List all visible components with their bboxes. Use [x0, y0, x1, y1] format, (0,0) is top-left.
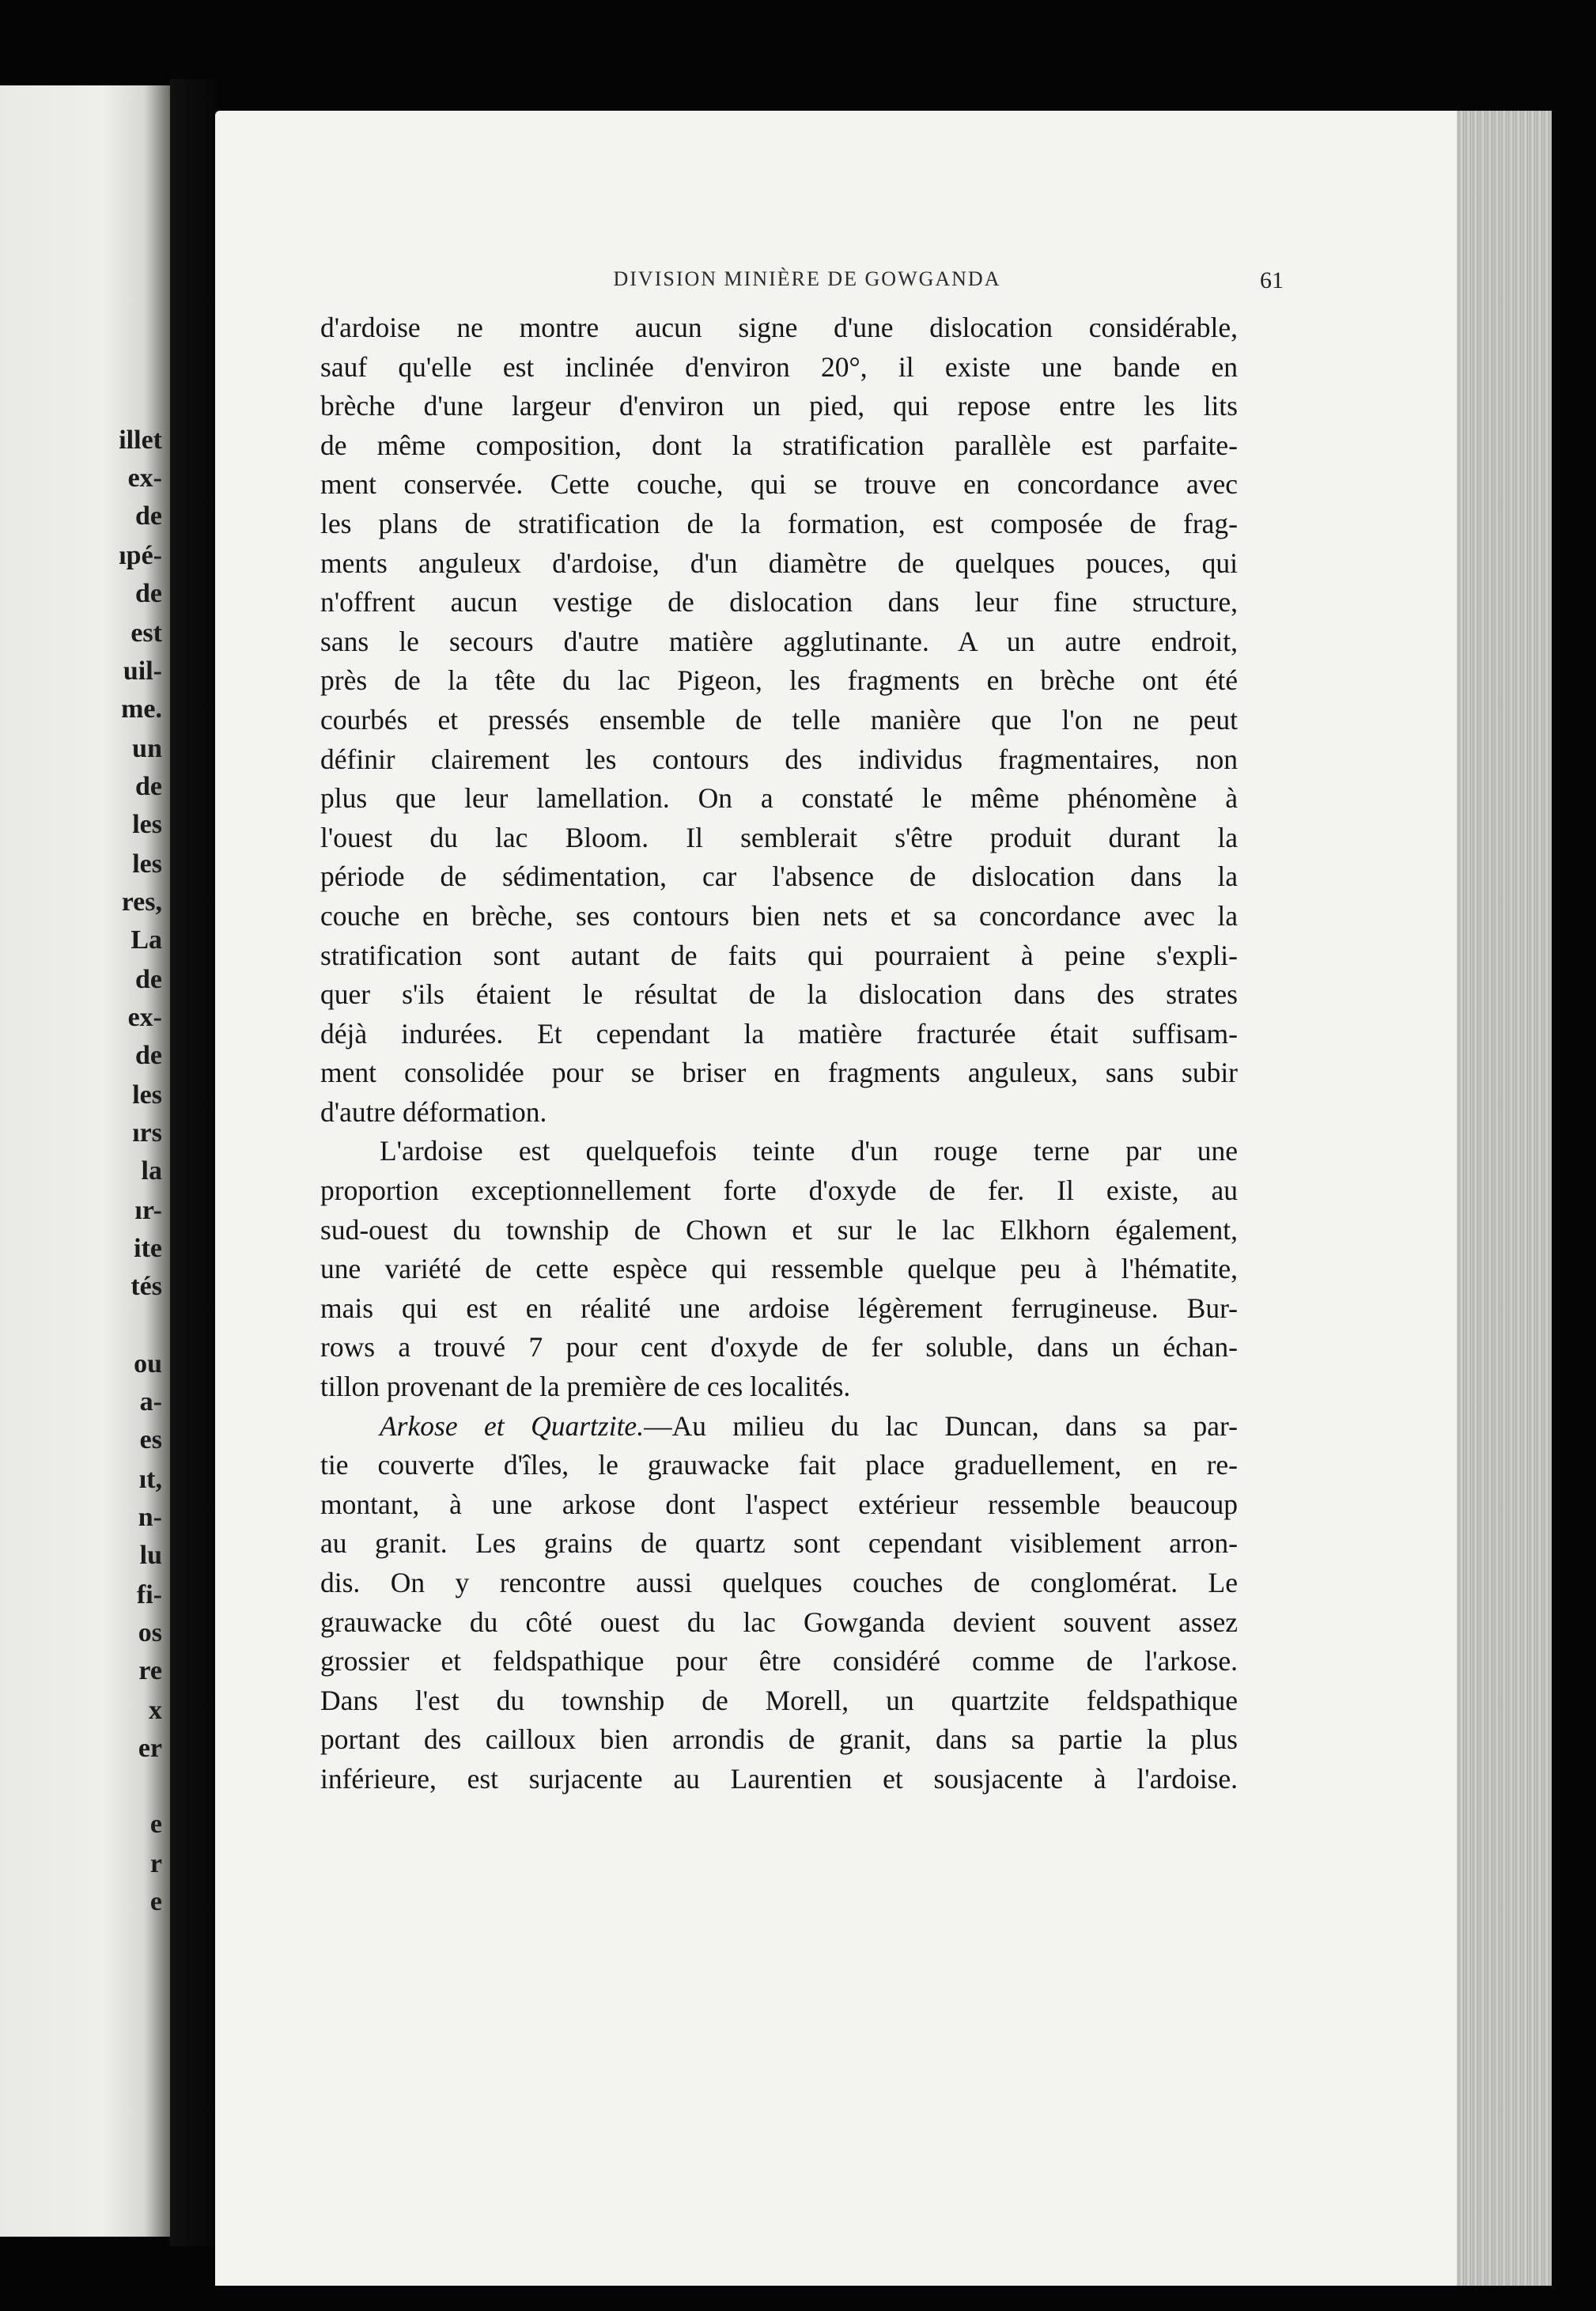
- left-page-fragment: est: [130, 618, 162, 648]
- text-line: inférieure, est surjacente au Laurentien et sousjacente à l'ardoise.: [320, 1762, 1238, 1795]
- left-page-fragment: x: [149, 1696, 162, 1725]
- text-line: courbés et pressés ensemble de telle manière que l'on ne peut: [320, 703, 1238, 736]
- text-line: couche en brèche, ses contours bien nets et sa concordance avec la: [320, 899, 1238, 932]
- text-line: ment consolidée pour se briser en fragments anguleux, sans subir: [320, 1057, 1238, 1089]
- text-line: rows a trouvé 7 pour cent d'oxyde de fer soluble, dans un échan-: [320, 1331, 1238, 1364]
- left-page-fragment: de: [135, 965, 162, 994]
- text-line: stratification sont autant de faits qui pourraient à peine s'expli-: [320, 939, 1238, 971]
- left-page-fragment: ıt,: [138, 1465, 162, 1494]
- left-page-fragment: e: [149, 1810, 162, 1839]
- left-page-fragment: ite: [134, 1234, 162, 1263]
- left-page-fragment: es: [139, 1425, 162, 1454]
- text-line: près de la tête du lac Pigeon, les fragments en brèche ont été: [320, 664, 1238, 697]
- left-page-fragment: la: [141, 1156, 162, 1186]
- left-page-fragment: er: [138, 1734, 162, 1763]
- left-page-fragment: uil-: [123, 656, 162, 686]
- left-page-fragment: fi-: [136, 1580, 162, 1609]
- running-head-title: DIVISION MINIÈRE DE GOWGANDA: [613, 267, 1001, 290]
- left-page-fragment: os: [138, 1618, 162, 1647]
- text-line: de même composition, dont la stratification parallèle est parfaite-: [320, 429, 1238, 461]
- left-page-fragment: a-: [139, 1387, 162, 1416]
- left-page-fragment: les: [132, 849, 162, 879]
- heading-line-text: —Au milieu du lac Duncan, dans sa par-: [644, 1409, 1238, 1442]
- text-line: ments anguleux d'ardoise, d'un diamètre de quelques pouces, qui: [320, 547, 1238, 579]
- left-page-fragment: de: [135, 579, 162, 608]
- running-head: [331, 267, 1284, 299]
- left-page-fragment: r: [149, 1849, 162, 1878]
- left-page-fragment: ıpé-: [119, 541, 162, 570]
- left-page-fragment: de: [135, 501, 162, 531]
- text-line: au granit. Les grains de quartz sont cependant visiblement arron-: [320, 1527, 1238, 1560]
- left-page-fragment: me.: [121, 694, 162, 724]
- left-page-fragment: tés: [130, 1272, 162, 1301]
- text-line: sans le secours d'autre matière agglutinante. A un autre endroit,: [320, 625, 1238, 657]
- text-line: déjà indurées. Et cependant la matière fracturée était suffisam-: [320, 1017, 1238, 1050]
- text-line: portant des cailloux bien arrondis de granit, dans sa partie la plus: [320, 1723, 1238, 1756]
- text-line: une variété de cette espèce qui ressemble quelque peu à l'hématite,: [320, 1253, 1238, 1285]
- text-line: grossier et feldspathique pour être considéré comme de l'arkose.: [320, 1645, 1238, 1677]
- text-line: d'autre déformation.: [320, 1095, 547, 1128]
- text-line: L'ardoise est quelquefois teinte d'un rouge terne par une: [380, 1135, 1238, 1167]
- text-line: sud-ouest du township de Chown et sur le lac Elkhorn également,: [320, 1213, 1238, 1246]
- left-page-fragment: re: [138, 1656, 162, 1685]
- text-line: les plans de stratification de la formation, est composée de frag-: [320, 507, 1238, 539]
- text-line: définir clairement les contours des individus fragmentaires, non: [320, 743, 1238, 775]
- left-facing-page: [0, 85, 170, 2237]
- text-line: d'ardoise ne montre aucun signe d'une dislocation considérable,: [320, 312, 1238, 343]
- text-line: ment conservée. Cette couche, qui se trouve en concordance avec: [320, 468, 1238, 501]
- text-line: grauwacke du côté ouest du lac Gowganda devient souvent assez: [320, 1606, 1238, 1638]
- left-page-fragment: ırs: [132, 1118, 162, 1148]
- left-page-fragment: illet: [119, 426, 162, 455]
- text-line: montant, à une arkose dont l'aspect extérieur ressemble beaucoup: [320, 1488, 1238, 1520]
- text-line: Dans l'est du township de Morell, un quartzite feldspathique: [320, 1684, 1238, 1716]
- left-page-fragment: les: [132, 810, 162, 839]
- text-line: plus que leur lamellation. On a constaté le même phénomène à: [320, 782, 1238, 815]
- text-line: tie couverte d'îles, le grauwacke fait place graduellement, en re-: [320, 1449, 1238, 1481]
- body-text: [320, 308, 1238, 1799]
- left-page-fragment: ır-: [134, 1196, 162, 1225]
- text-line: mais qui est en réalité une ardoise légèrement ferrugineuse. Bur-: [320, 1292, 1238, 1324]
- left-page-fragment: les: [132, 1080, 162, 1110]
- italic-heading: Arkose et Quartzite.: [380, 1409, 645, 1442]
- left-page-fragment: de: [135, 772, 162, 801]
- left-page-fragment: e: [149, 1887, 162, 1916]
- text-line: sauf qu'elle est inclinée d'environ 20°, il existe une bande en: [320, 350, 1238, 383]
- left-page-fragment: un: [132, 734, 162, 763]
- text-line: quer s'ils étaient le résultat de la dislocation dans des strates: [320, 978, 1238, 1011]
- left-page-fragment: ex-: [127, 1003, 162, 1032]
- text-line: dis. On y rencontre aussi quelques couches de conglomérat. Le: [320, 1567, 1238, 1598]
- left-page-fragment: lu: [139, 1541, 162, 1570]
- left-page-fragment: ou: [134, 1349, 162, 1379]
- book-gutter: [170, 79, 217, 2246]
- text-line: n'offrent aucun vestige de dislocation dans leur fine structure,: [320, 586, 1238, 618]
- text-line: tillon provenant de la première de ces localités.: [320, 1371, 851, 1403]
- text-line: brèche d'une largeur d'environ un pied, qui repose entre les lits: [320, 390, 1238, 422]
- left-page-fragment: res,: [121, 887, 162, 917]
- text-line: période de sédimentation, car l'absence de dislocation dans la: [320, 860, 1238, 893]
- left-page-fragment: n-: [138, 1503, 162, 1532]
- page-number: 61: [1260, 267, 1284, 293]
- left-page-fragment: ex-: [127, 463, 162, 493]
- left-page-fragment: La: [130, 925, 162, 955]
- text-line: proportion exceptionnellement forte d'oxyde de fer. Il existe, au: [320, 1174, 1238, 1207]
- section-heading-line: [320, 1407, 1238, 1447]
- left-page-fragment: de: [135, 1041, 162, 1070]
- text-line: l'ouest du lac Bloom. Il semblerait s'être produit durant la: [320, 821, 1238, 853]
